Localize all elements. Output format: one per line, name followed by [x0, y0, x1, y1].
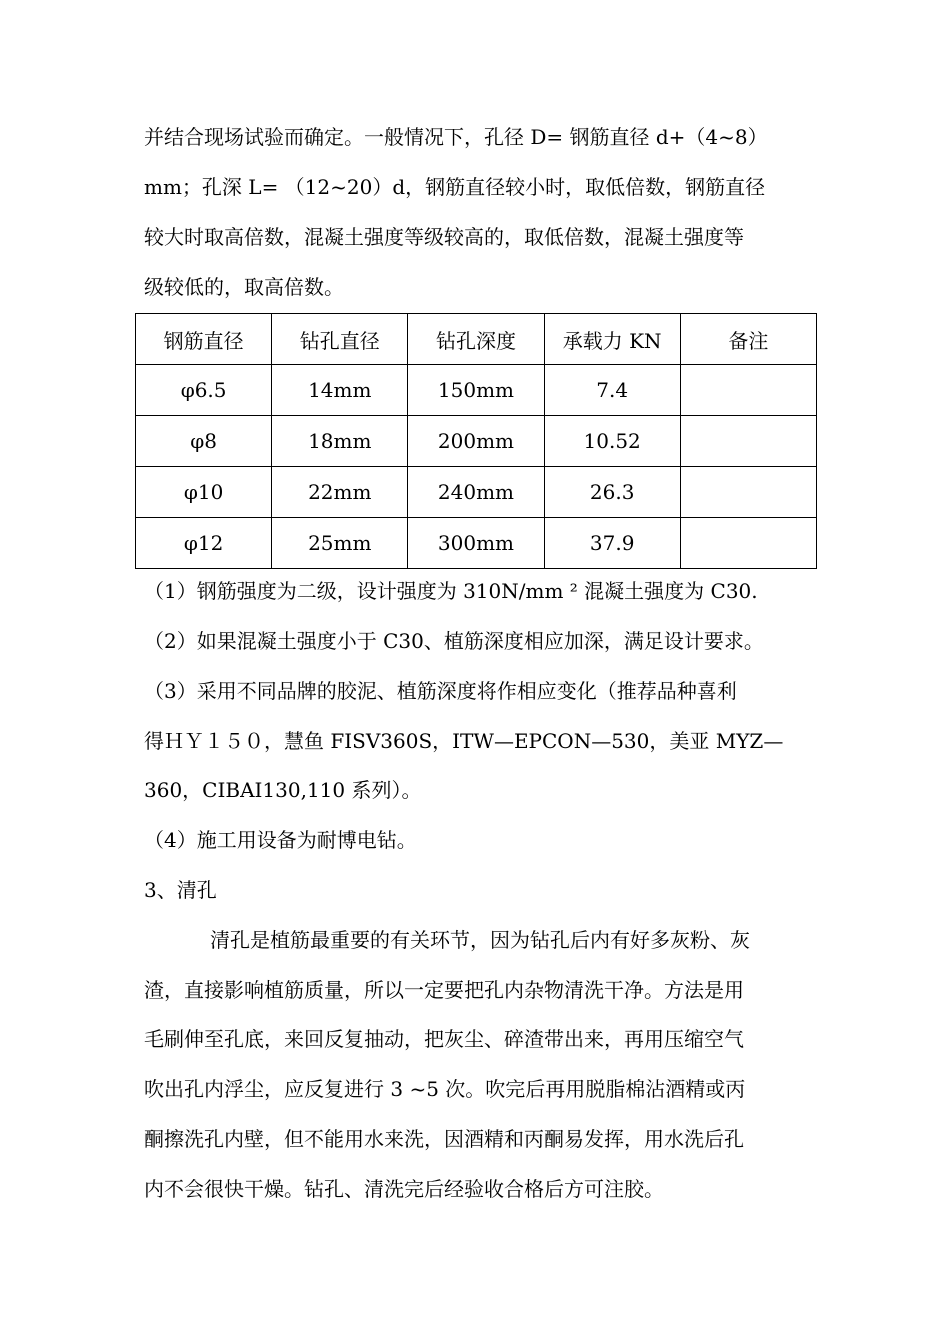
- body-line-6: 内不会很快干燥。钻孔、清洗完后经验收合格后方可注胶。: [144, 1177, 664, 1201]
- table-cell: φ12: [136, 518, 272, 569]
- body-line-1: 清孔是植筋最重要的有关环节，因为钻孔后内有好多灰粉、灰: [210, 928, 750, 952]
- note-line-5: 360，CIBAI130,110 系列）。: [144, 778, 422, 802]
- header-cell: 钢筋直径: [136, 314, 272, 365]
- intro-line-1: 并结合现场试验而确定。一般情况下，孔径 D= 钢筋直径 d+（4~8）: [144, 125, 768, 149]
- table-cell: 37.9: [544, 518, 680, 569]
- table-cell: φ10: [136, 467, 272, 518]
- body-line-4: 吹出孔内浮尘，应反复进行 3 ~5 次。吹完后再用脱脂棉沾酒精或丙: [144, 1077, 746, 1101]
- note-line-3: （3）采用不同品牌的胶泥、植筋深度将作相应变化（推荐品种喜利: [144, 679, 737, 703]
- table-cell: 150mm: [408, 365, 544, 416]
- table-row: [136, 467, 817, 518]
- table-cell: φ6.5: [136, 365, 272, 416]
- table-cell: 7.4: [544, 365, 680, 416]
- table-cell: 25mm: [272, 518, 408, 569]
- body-line-3: 毛刷伸至孔底，来回反复抽动，把灰尘、碎渣带出来，再用压缩空气: [144, 1027, 744, 1051]
- intro-line-2: mm；孔深 L= （12~20）d，钢筋直径较小时，取低倍数，钢筋直径: [144, 175, 766, 199]
- table-cell: 18mm: [272, 416, 408, 467]
- header-cell: 钻孔直径: [272, 314, 408, 365]
- intro-line-3: 较大时取高倍数，混凝土强度等级较高的，取低倍数，混凝土强度等: [144, 225, 744, 249]
- table-header-row: [136, 314, 817, 365]
- header-cell: 钻孔深度: [408, 314, 544, 365]
- table-cell: [680, 518, 816, 569]
- section-title: 3、清孔: [144, 878, 217, 902]
- header-cell: 承载力 KN: [544, 314, 680, 365]
- table-cell: [680, 416, 816, 467]
- intro-line-4: 级较低的，取高倍数。: [144, 275, 344, 299]
- note-line-6: （4）施工用设备为耐博电钻。: [144, 828, 417, 852]
- body-line-2: 渣，直接影响植筋质量，所以一定要把孔内杂物清洗干净。方法是用: [144, 978, 744, 1002]
- note-line-2: （2）如果混凝土强度小于 C30、植筋深度相应加深，满足设计要求。: [144, 629, 764, 653]
- table-cell: 240mm: [408, 467, 544, 518]
- rebar-spec-table: [135, 313, 817, 569]
- table-row: [136, 416, 817, 467]
- table-cell: 10.52: [544, 416, 680, 467]
- header-cell: 备注: [680, 314, 816, 365]
- table-row: [136, 518, 817, 569]
- table-cell: φ8: [136, 416, 272, 467]
- table-cell: [680, 365, 816, 416]
- table-cell: 200mm: [408, 416, 544, 467]
- table-cell: 300mm: [408, 518, 544, 569]
- table-row: [136, 365, 817, 416]
- table-cell: 26.3: [544, 467, 680, 518]
- table-cell: 22mm: [272, 467, 408, 518]
- table-cell: 14mm: [272, 365, 408, 416]
- table-cell: [680, 467, 816, 518]
- body-line-5: 酮擦洗孔内壁，但不能用水来洗，因酒精和丙酮易发挥，用水洗后孔: [144, 1127, 744, 1151]
- note-line-4: 得ＨＹ１５０，慧鱼 FISV360S，ITW—EPCON—530，美亚 MYZ—: [144, 729, 784, 753]
- note-line-1: （1）钢筋强度为二级，设计强度为 310N/mm ² 混凝土强度为 C30.: [144, 579, 758, 603]
